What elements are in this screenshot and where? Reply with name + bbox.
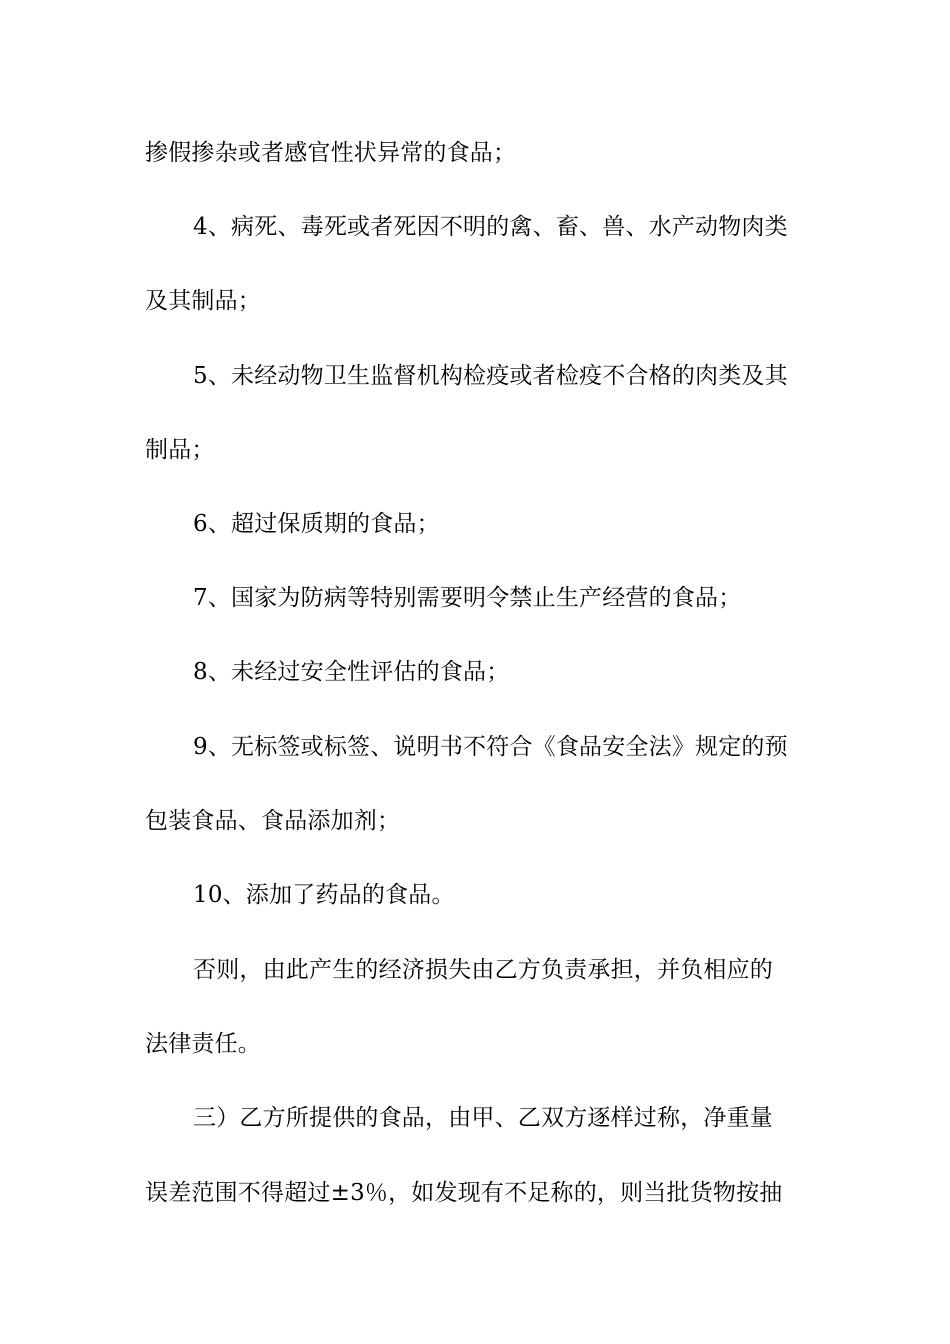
text-line-12: 否则，由此产生的经济损失由乙方负责承担，并负相应的 [193,957,773,983]
text-line-11: 10、添加了药品的食品。 [193,882,455,908]
text-line-9: 9、无标签或标签、说明书不符合《食品安全法》规定的预 [193,734,788,760]
text-line-13: 法律责任。 [145,1031,261,1057]
text-line-3: 及其制品； [145,288,261,314]
text-line-14: 三）乙方所提供的食品，由甲、乙双方逐样过称，净重量 [193,1105,773,1131]
text-line-10: 包装食品、食品添加剂； [145,808,401,834]
text-line-15: 误差范围不得超过±3％，如发现有不足称的，则当批货物按抽 [145,1180,783,1206]
text-line-5: 制品； [145,437,215,463]
text-line-6: 6、超过保质期的食品； [193,511,440,537]
text-line-8: 8、未经过安全性评估的食品； [193,659,510,685]
text-line-7: 7、国家为防病等特别需要明令禁止生产经营的食品； [193,585,742,611]
text-line-1: 掺假掺杂或者感官性状异常的食品； [145,140,517,166]
text-line-2: 4、病死、毒死或者死因不明的禽、畜、兽、水产动物肉类 [193,214,788,240]
text-line-4: 5、未经动物卫生监督机构检疫或者检疫不合格的肉类及其 [193,363,788,389]
